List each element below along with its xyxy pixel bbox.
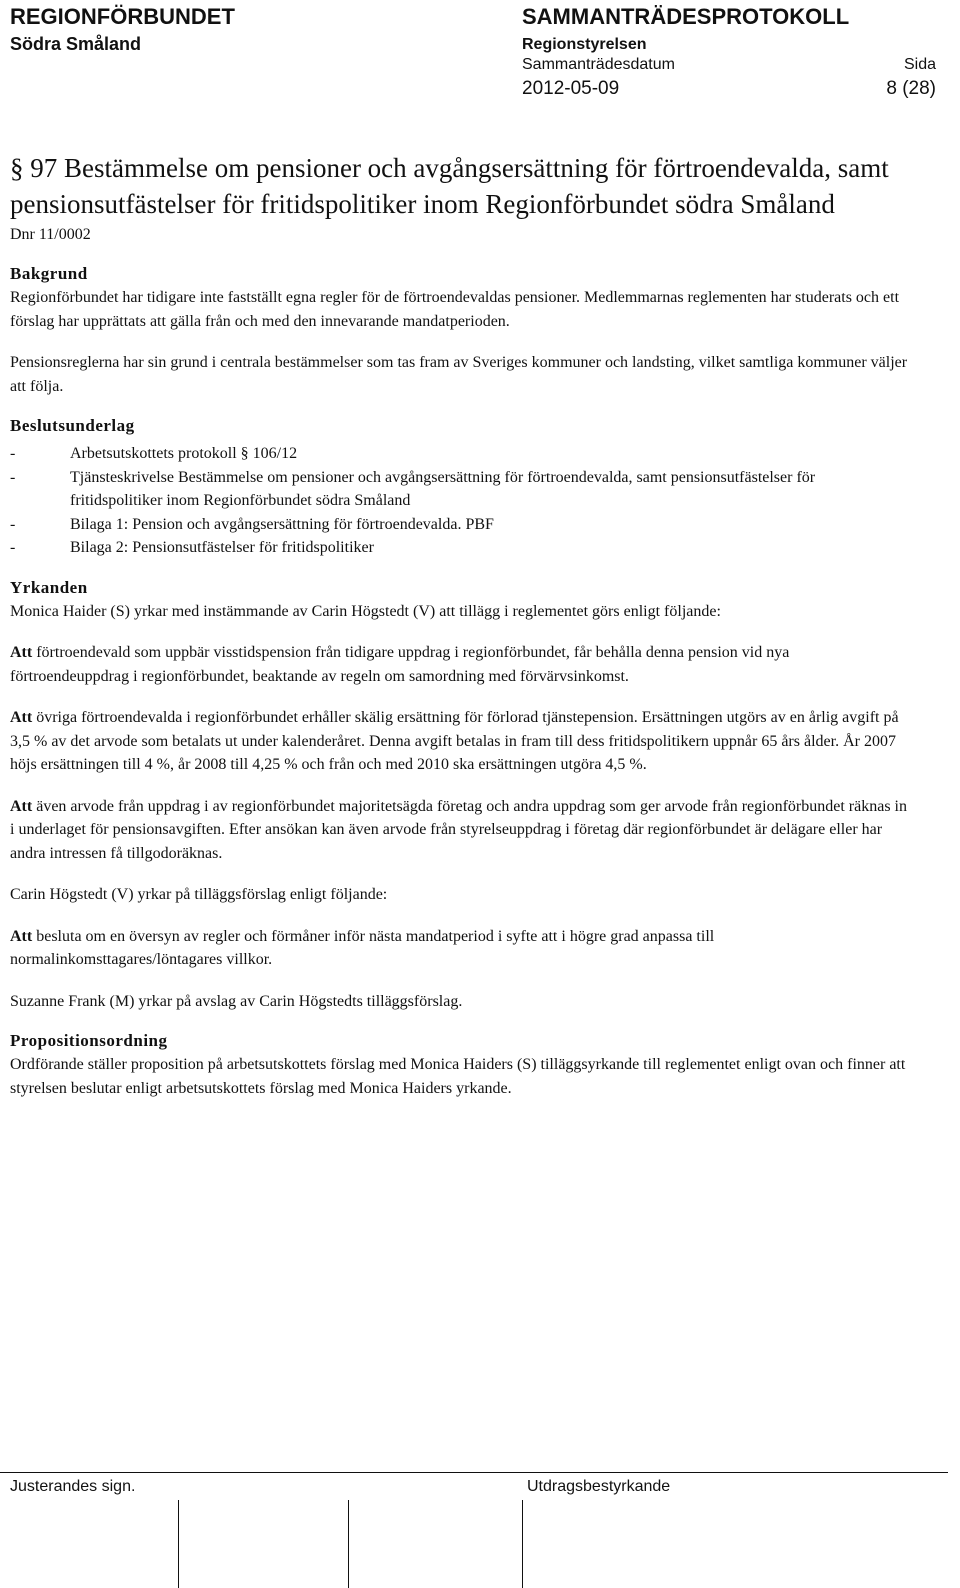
page-label: Sida: [903, 56, 936, 73]
utdragsbestyrkande-label: Utdragsbestyrkande: [527, 1478, 671, 1495]
suzanne-motion: Suzanne Frank (M) yrkar på avslag av Carin Högstedts tilläggsförslag.: [10, 992, 463, 1010]
signature-box-divider: [348, 1500, 349, 1588]
list-item-text: Arbetsutskottets protokoll § 106/12: [70, 445, 298, 462]
bakgrund-paragraph-1: Regionförbundet har tidigare inte fastställt egna regler för de förtroendevaldas pensioner. Medlemmarnas reglementen har studerats och ett förslag har upprättats att gälla från och med den innevarande mandatperioden.: [10, 289, 900, 330]
footer-divider: [0, 1472, 948, 1473]
beslutsunderlag-list: [10, 442, 910, 560]
bakgrund-heading: Bakgrund: [10, 264, 88, 283]
att-clause-text: även arvode från uppdrag i av regionförbundet majoritetsägda företag och andra uppdrag som ger arvode från regionförbundet räknas in i underlaget för pensionsavgiften. Efter ansökan kan även arvode från styrelseuppdrag i företag där regionförbundet är delägare eller har andra intressen få tillgodoräknas.: [10, 797, 907, 862]
att-clause-text: förtroendevald som uppbär visstidspension från tidigare uppdrag i regionförbundet, får behålla denna pension vid nya förtroendeuppdrag i regionförbundet, beaktande av regeln om samordning med förvärvsinkomst.: [10, 644, 790, 685]
organization-name: REGIONFÖRBUNDET: [10, 4, 235, 29]
list-item-text: Tjänsteskrivelse Bestämmelse om pensioner och avgångsersättning för förtroendevalda, samt pensionsutfästelser för fritidspolitiker inom Regionförbundet södra Småland: [70, 468, 816, 509]
proposition-heading: Propositionsordning: [10, 1031, 168, 1050]
list-item: - Bilaga 1: Pension och avgångsersättning för förtroendevalda. PBF: [10, 515, 494, 533]
carin-intro: Carin Högstedt (V) yrkar på tilläggsförslag enligt följande:: [10, 886, 388, 903]
att-keyword: Att: [10, 709, 33, 726]
att-keyword: Att: [10, 927, 33, 945]
att-clause-4: [10, 925, 910, 972]
board-name: Regionstyrelsen: [522, 36, 647, 53]
att-keyword: Att: [10, 644, 33, 661]
proposition-text: Ordförande ställer proposition på arbetsutskottets förslag med Monica Haiders (S) tilläggsyrkande till reglementet enligt ovan och finner att styrelsen beslutar enligt arbetsutskottets förslag med Monica Haiders yrkande.: [10, 1056, 906, 1097]
att-clause-text: övriga förtroendevalda i regionförbundet erhåller skälig ersättning för förlorad tjänstepension. Ersättningen utgörs av en årlig avgift på 3,5 % av det arvode som betalats ut under kalenderåret. Denna avgift betalas in fram till dess fritidspolitikern uppnår 65 års ålder. År 2007 höjs ersättningen till 4 %, år 2008 till 4,25 % och från och med 2010 ska ersättningen utgöra 4,5 %.: [10, 709, 899, 773]
region-name: Södra Småland: [10, 34, 142, 54]
signature-box-divider: [522, 1500, 523, 1588]
att-keyword: Att: [10, 797, 33, 815]
yrkanden-heading: Yrkanden: [10, 577, 88, 597]
protocol-title: SAMMANTRÄDESPROTOKOLL: [522, 4, 850, 29]
list-item: - Arbetsutskottets protokoll § 106/12: [10, 445, 298, 462]
meeting-date: 2012-05-09: [522, 78, 620, 99]
list-item: - Bilaga 2: Pensionsutfästelser för fritidspolitiker: [10, 539, 374, 556]
att-clause-1: [10, 641, 910, 688]
bakgrund-paragraph-2: Pensionsreglerna har sin grund i centrala bestämmelser som tas fram av Sveriges kommuner och landsting, vilket samtliga kommuner väljer att följa.: [10, 354, 908, 395]
meeting-date-label: Sammanträdesdatum: [522, 56, 675, 73]
case-number: Dnr 11/0002: [10, 226, 91, 243]
att-clause-2: [10, 706, 910, 777]
att-clause-text: besluta om en översyn av regler och förmåner inför nästa mandatperiod i syfte att i högre grad anpassa till normalinkomsttagares/löntagares villkor.: [10, 927, 715, 968]
protocol-section: [10, 150, 910, 1118]
section-title: § 97 Bestämmelse om pensioner och avgångsersättning för förtroendevalda, samt pensionsutfästelser för fritidspolitiker inom Regionförbundet södra Småland: [10, 153, 889, 219]
beslutsunderlag-heading: Beslutsunderlag: [10, 416, 135, 435]
yrkande-intro: Monica Haider (S) yrkar med instämmande av Carin Högstedt (V) att tillägg i reglementet görs enligt följande:: [10, 602, 721, 620]
justerandes-sign-label: Justerandes sign.: [10, 1478, 136, 1495]
signature-box-divider: [178, 1500, 179, 1588]
att-clause-3: [10, 795, 910, 866]
list-item: - Tjänsteskrivelse Bestämmelse om pensioner och avgångsersättning för förtroendevalda, samt pensionsutfästelser för fritidspolitiker inom Regionförbundet södra Småland: [10, 468, 816, 509]
page-number: 8 (28): [886, 78, 936, 99]
list-item-text: Bilaga 1: Pension och avgångsersättning för förtroendevalda. PBF: [70, 515, 494, 533]
list-item-text: Bilaga 2: Pensionsutfästelser för fritidspolitiker: [70, 539, 374, 556]
